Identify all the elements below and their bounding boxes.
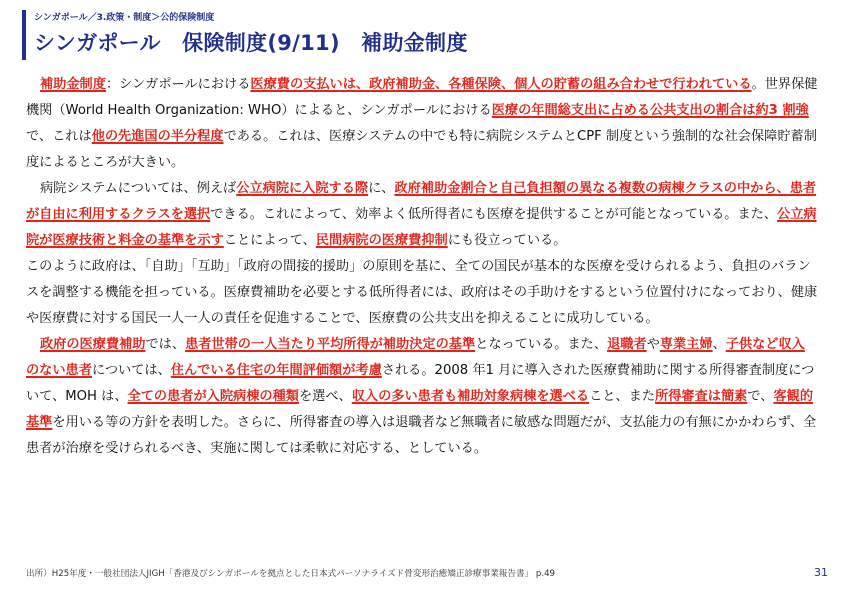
highlighted-text: 医療の年間総支出に占める公共支出の割合は約3 割強 [491, 103, 809, 118]
paragraph [26, 72, 818, 176]
highlighted-text: 他の先進国の半分程度 [91, 129, 224, 144]
highlighted-text: 患者世帯の一人当たり平均所得が補助決定の基準 [185, 337, 476, 352]
highlighted-text: 全ての患者が入院病棟の種類 [127, 389, 299, 404]
paragraph-text: や [646, 337, 660, 352]
paragraph-text: できる。これによって、効率よく低所得者にも医療を提供することが可能となっている。また、 [210, 207, 778, 222]
highlighted-text: 収入の多い患者も補助対象病棟を選べる [351, 389, 590, 404]
paragraph-text: となっている。また、 [475, 337, 608, 352]
title-accent-bar [22, 10, 26, 60]
paragraph-text: 、 [712, 337, 726, 352]
highlighted-text: 所得審査は簡素 [655, 389, 748, 404]
paragraph-text: に、 [368, 181, 395, 196]
highlighted-text: 政府の医療費補助 [40, 337, 146, 352]
highlighted-text: 退職者 [607, 337, 647, 352]
paragraph-text: で、 [747, 389, 774, 404]
highlighted-text: 公立病院に入院する際 [236, 181, 369, 196]
page-title: シンガポール 保険制度(9/11) 補助金制度 [34, 31, 468, 55]
paragraph [26, 332, 818, 462]
highlighted-text: 公立病院が医療技術と料金の基準を示す [26, 207, 817, 248]
paragraph-text: を選べ、 [298, 389, 352, 404]
highlighted-text: 子供など収入のない患者 [26, 337, 805, 378]
body-text [26, 72, 818, 462]
paragraph-text: 病院システムについては、例えば [40, 181, 237, 196]
paragraph-text: こと、また [589, 389, 656, 404]
paragraph-text: である。これは、医療システムの中でも特に病院システムとCPF 制度という強制的な社会保障貯蓄制度によるところが大きい。 [26, 129, 817, 170]
paragraph-text: ：シンガポールにおける [105, 77, 251, 92]
paragraph-text: される。2008 年1 月に導入された医療費補助に関する所得審査制度について、MOH は、 [26, 363, 815, 404]
paragraph-text: については、 [91, 363, 171, 378]
paragraph-text: ことによって、 [223, 233, 316, 248]
paragraph-text: このように政府は、「自助」「互助」「政府の間接的援助」の原則を基に、全ての国民が基本的な医療を受けられるよう、負担のバランスを調整する機能を担っている。医療費補助を必要とする低所得者には、政府はその手助けをするという位置付けになっており、健康や医療費に対する国民一人一人の責任を促進することで、医療費の公共支出を抑えることに成功している。 [26, 259, 818, 326]
paragraph-text: を用いる等の方針を表明した。さらに、所得審査の導入は退職者など無職者に敏感な問題だが、支払能力の有無にかかわらず、全患者が治療を受けられるべき、実施に関しては柔軟に対応する、としている。 [26, 415, 817, 456]
paragraph-text: 。世界保健機関（World Health Organization: WHO）によると、シンガポールにおける [26, 77, 818, 118]
highlighted-text: 政府補助金割合と自己負担額の異なる複数の病棟クラスの中から、患者が自由に利用するクラスを選択 [26, 181, 817, 222]
highlighted-text: 補助金制度 [40, 77, 106, 92]
highlighted-text: 民間病院の医療費抑制 [315, 233, 448, 248]
paragraph-text: で、これは [26, 129, 92, 144]
page-number: 31 [814, 566, 828, 579]
paragraph [26, 254, 818, 332]
paragraph [26, 176, 818, 254]
breadcrumb: シンガポール／3.政策・制度＞公的保険制度 [34, 13, 215, 23]
highlighted-text: 住んでいる住宅の年間評価額が考慮 [170, 363, 382, 378]
highlighted-text: 専業主婦 [659, 337, 713, 352]
highlighted-text: 客観的基準 [26, 389, 814, 430]
paragraph-text: にも役立っている。 [447, 233, 567, 248]
source-note: 出所）H25年度・一般社団法人JIGH「香港及びシンガポールを拠点とした日本式パーソナライズド骨変形治癒矯正診療事業報告書」 p.49 [26, 569, 556, 579]
paragraph-text: では、 [145, 337, 186, 352]
highlighted-text: 医療費の支払いは、政府補助金、各種保険、個人の貯蓄の組み合わせで行われている [250, 77, 752, 92]
